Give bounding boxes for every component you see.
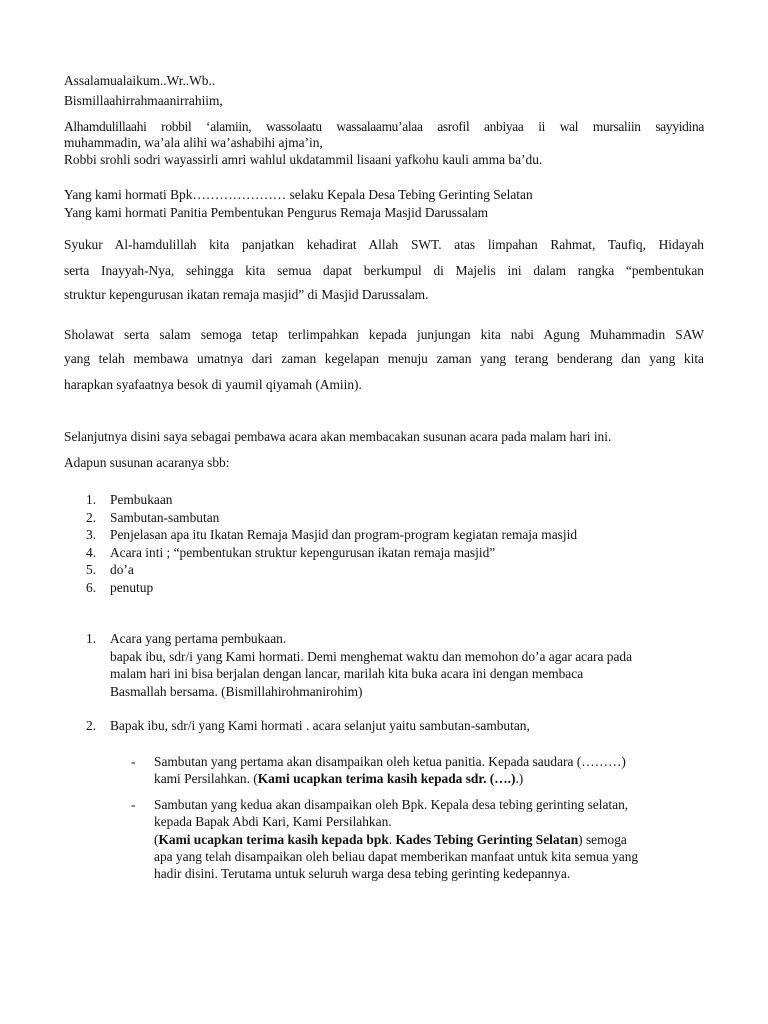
sub-2-line-3 bbox=[154, 832, 627, 848]
sub-1-text: kami Persilahkan. ( bbox=[154, 771, 258, 786]
agenda-item: Sambutan-sambutan bbox=[110, 510, 220, 525]
detail-number: 1. bbox=[86, 631, 97, 646]
intro-line-1: Selanjutnya disini saya sebagai pembawa acara akan membacakan susunan acara pada malam hari ini. bbox=[64, 429, 612, 444]
agenda-item: do’a bbox=[110, 562, 134, 577]
detail-2-line-1: Bapak ibu, sdr/i yang Kami hormati . acara selanjut yaitu sambutan-sambutan, bbox=[110, 718, 530, 733]
sub-2-dot: . bbox=[388, 832, 396, 847]
sub-2-bold-2: Kades Tebing Gerinting Selatan bbox=[395, 832, 579, 847]
detail-1-line-4: Basmallah bersama. (Bismillahirohmanirohim) bbox=[110, 684, 363, 699]
agenda-number: 6. bbox=[86, 580, 97, 595]
basmalah: Bismillaahirrahmaanirrahiim, bbox=[64, 93, 223, 108]
opening-arabic-line-3: Robbi srohli sodri wayassirli amri wahlul ukdatammil lisaani yafkohu kauli amma ba’du. bbox=[64, 152, 543, 167]
agenda-item: Acara inti ; “pembentukan struktur kepengurusan ikatan remaja masjid” bbox=[110, 545, 496, 560]
sholawat-line-3: harapkan syafaatnya besok di yaumil qiyamah (Amiin). bbox=[64, 377, 362, 392]
detail-1-line-3: malam hari ini bisa berjalan dengan lancar, marilah kita buka acara ini dengan membaca bbox=[110, 666, 584, 681]
agenda-number: 1. bbox=[86, 492, 97, 507]
opening-arabic-line-1: Alhamdulillaahi robbil ‘alamiin, wassolaatu wassalaamu’alaa asrofil anbiyaa ii wal mursaliin sayyidina bbox=[64, 119, 704, 134]
detail-number: 2. bbox=[86, 718, 97, 733]
agenda-number: 4. bbox=[86, 545, 97, 560]
agenda-item: Pembukaan bbox=[110, 492, 173, 507]
bullet-dash: - bbox=[131, 754, 136, 769]
intro-line-2: Adapun susunan acaranya sbb: bbox=[64, 455, 230, 470]
salutation: Assalamualaikum..Wr..Wb.. bbox=[64, 73, 216, 88]
sub-2-line-1: Sambutan yang kedua akan disampaikan oleh Bpk. Kepala desa tebing gerinting selatan, bbox=[154, 797, 629, 812]
sub-2-close: ) semoga bbox=[578, 832, 627, 847]
detail-1-line-1: Acara yang pertama pembukaan. bbox=[110, 631, 287, 646]
sholawat-line-1: Sholawat serta salam semoga tetap terlimpahkan kepada junjungan kita nabi Agung Muhammadin SAW bbox=[64, 327, 704, 342]
sholawat-line-2: yang telah membawa umatnya dari zaman kegelapan menuju zaman yang terang benderang dan yang kita bbox=[64, 351, 704, 366]
agenda-number: 5. bbox=[86, 562, 97, 577]
opening-arabic-line-2: muhammadin, wa’ala alihi wa’ashabihi ajma’in, bbox=[64, 135, 323, 150]
sub-1-end: .) bbox=[515, 771, 524, 786]
respect-line-1: Yang kami hormati Bpk………………… selaku Kepala Desa Tebing Gerinting Selatan bbox=[64, 187, 533, 202]
syukur-line-2: serta Inayyah-Nya, sehingga kita semua dapat berkumpul di Majelis ini dalam rangka “pembentukan bbox=[64, 263, 704, 278]
agenda-item: Penjelasan apa itu Ikatan Remaja Masjid dan program-program kegiatan remaja masjid bbox=[110, 527, 578, 542]
sub-2-line-4: apa yang telah disampaikan oleh beliau dapat memberikan manfaat untuk kita semua yang bbox=[154, 849, 639, 864]
respect-line-2: Yang kami hormati Panitia Pembentukan Pengurus Remaja Masjid Darussalam bbox=[64, 205, 489, 220]
sub-2-line-2: kepada Bapak Abdi Kari, Kami Persilahkan. bbox=[154, 814, 392, 829]
sub-2-bold-1: Kami ucapkan terima kasih kepada bpk bbox=[158, 832, 389, 847]
agenda-number: 2. bbox=[86, 510, 97, 525]
agenda-number: 3. bbox=[86, 527, 97, 542]
sub-1-line-2 bbox=[154, 771, 523, 787]
bullet-dash: - bbox=[131, 797, 136, 812]
detail-1-line-2: bapak ibu, sdr/i yang Kami hormati. Demi menghemat waktu dan memohon do’a agar acara pada bbox=[110, 649, 633, 664]
sub-1-line-1: Sambutan yang pertama akan disampaikan oleh ketua panitia. Kepada saudara (………) bbox=[154, 754, 626, 769]
sub-2-open: ( bbox=[154, 832, 159, 847]
sub-2-line-5: hadir disini. Terutama untuk seluruh warga desa tebing gerinting kedepannya. bbox=[154, 866, 571, 881]
sub-1-bold: Kami ucapkan terima kasih kepada sdr. (….) bbox=[257, 771, 516, 786]
syukur-line-1: Syukur Al-hamdulillah kita panjatkan kehadirat Allah SWT. atas limpahan Rahmat, Taufiq, Hidayah bbox=[64, 237, 704, 252]
agenda-item: penutup bbox=[110, 580, 154, 595]
syukur-line-3: struktur kepengurusan ikatan remaja masjid” di Masjid Darussalam. bbox=[64, 287, 429, 302]
